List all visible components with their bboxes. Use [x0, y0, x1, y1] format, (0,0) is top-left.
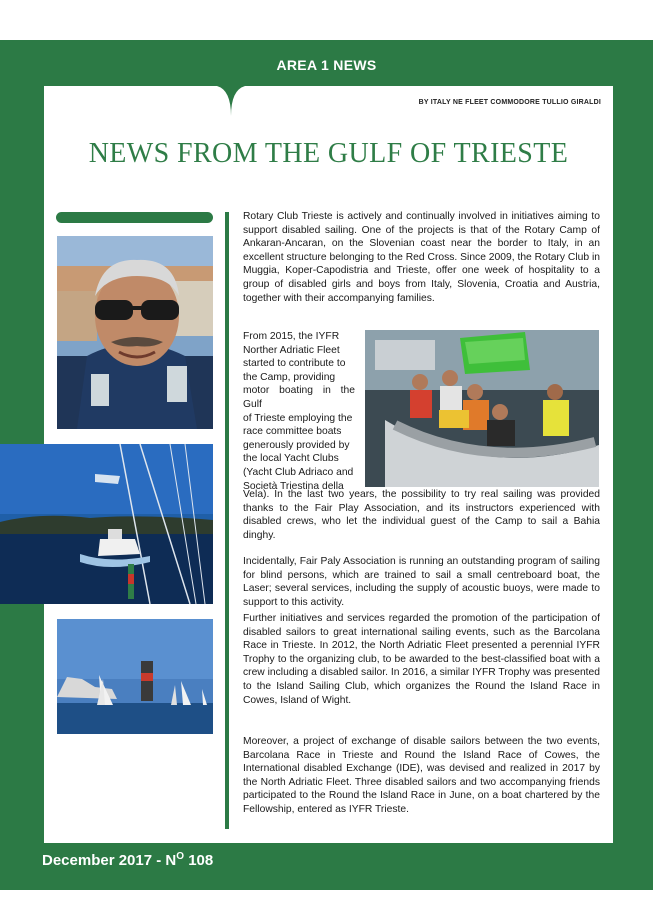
issue-date: December 2017 - N	[42, 852, 177, 869]
byline: BY ITALY NE FLEET COMMODORE TULLIO GIRALDI	[418, 99, 601, 106]
wrap-line: the Camp, providing	[243, 371, 336, 383]
issue-number: 108	[184, 852, 214, 869]
issue-footer	[42, 851, 213, 869]
photo-sailing-view	[0, 444, 213, 604]
wrap-line: (Yacht Club Adriaco and	[243, 466, 354, 478]
wrap-line: generously provided by	[243, 439, 350, 451]
photo-regatta-lighthouse	[57, 619, 213, 734]
wrap-line: Società Triestina della	[243, 480, 344, 492]
wrap-line: the local Yacht Clubs	[243, 453, 339, 465]
decorative-bar	[56, 212, 213, 223]
article-title: NEWS FROM THE GULF OF TRIESTE	[88, 138, 569, 169]
wrap-line: motor boating in the Gulf	[243, 385, 355, 410]
issue-number-sign: O	[176, 851, 185, 862]
article-paragraph-3: Incidentally, Fair Paly Association is running an outstanding program of sailing for blind persons, which are trained to sail a small centreboard boat, the Laser; several services, including the supply of acoustic buoys, were made to support to this activity.	[243, 556, 600, 608]
article-paragraph-5: Moreover, a project of exchange of disable sailors between the two events, Barcolana Race in Trieste and Round the Island Race of Cowes, the International disabled Exchange (IDE), was devised and realized in 2017 by the North Adriatic Fleet. Three disabled sailors and two accompanying friends participated to the Round the Island Race in June, on a boat chartered by the Fellowship, entered as IYFR Trieste.	[243, 736, 600, 815]
article-paragraph-2-rest: Vela). In the last two years, the possibility to try real sailing was provided thanks to the Fair Play Association, and its instructors experienced with disabled crews, who let the individual guest of the Camp to sail a Bahia dinghy.	[243, 489, 600, 541]
article-paragraph-1: Rotary Club Trieste is actively and continually involved in initiatives aiming to support disabled sailing. One of the projects is that of the Rotary Camp of Ankaran-Ancaran, on the Slovenian coast near the border to Italy, in an excellent structure belonging to the Red Cross. Since 2009, the Rotary Club in Muggia, Koper-Capodistria and Trieste, offer one week of hospitality to a group of disabled girls and boys from Italy, Slovenia, Croatia and Austria, together with their accompanying families.	[243, 211, 600, 304]
header-notch	[217, 86, 245, 116]
article-paragraph-2-wrap	[243, 330, 355, 493]
wrap-line: From 2015, the IYFR	[243, 331, 340, 342]
section-label: AREA 1 NEWS	[276, 57, 377, 73]
wrap-line: started to contribute to	[243, 358, 346, 370]
photo-commodore-portrait	[57, 236, 213, 429]
wrap-line: Norther Adriatic Fleet	[243, 344, 340, 356]
article-paragraph-4: Further initiatives and services regarded the promotion of the participation of disabled sailors to great international sailing events, such as the Barcolana Race in Trieste. In 2012, the North Adriatic Fleet presented a perennial IYFR Trophy to the organizing club, to be awarded to the best-classified boat with a crew including a disabled sailor. In 2016, a similar IYFR Trophy was presented to the Island Sailing Club, which organizes the Round the Island Race in Cowes, Island of Wight.	[243, 613, 600, 706]
wrap-line: race committee boats	[243, 426, 342, 438]
wrap-line: of Trieste employing the	[243, 412, 353, 424]
column-divider	[225, 212, 229, 829]
photo-rib-crew	[365, 330, 599, 487]
